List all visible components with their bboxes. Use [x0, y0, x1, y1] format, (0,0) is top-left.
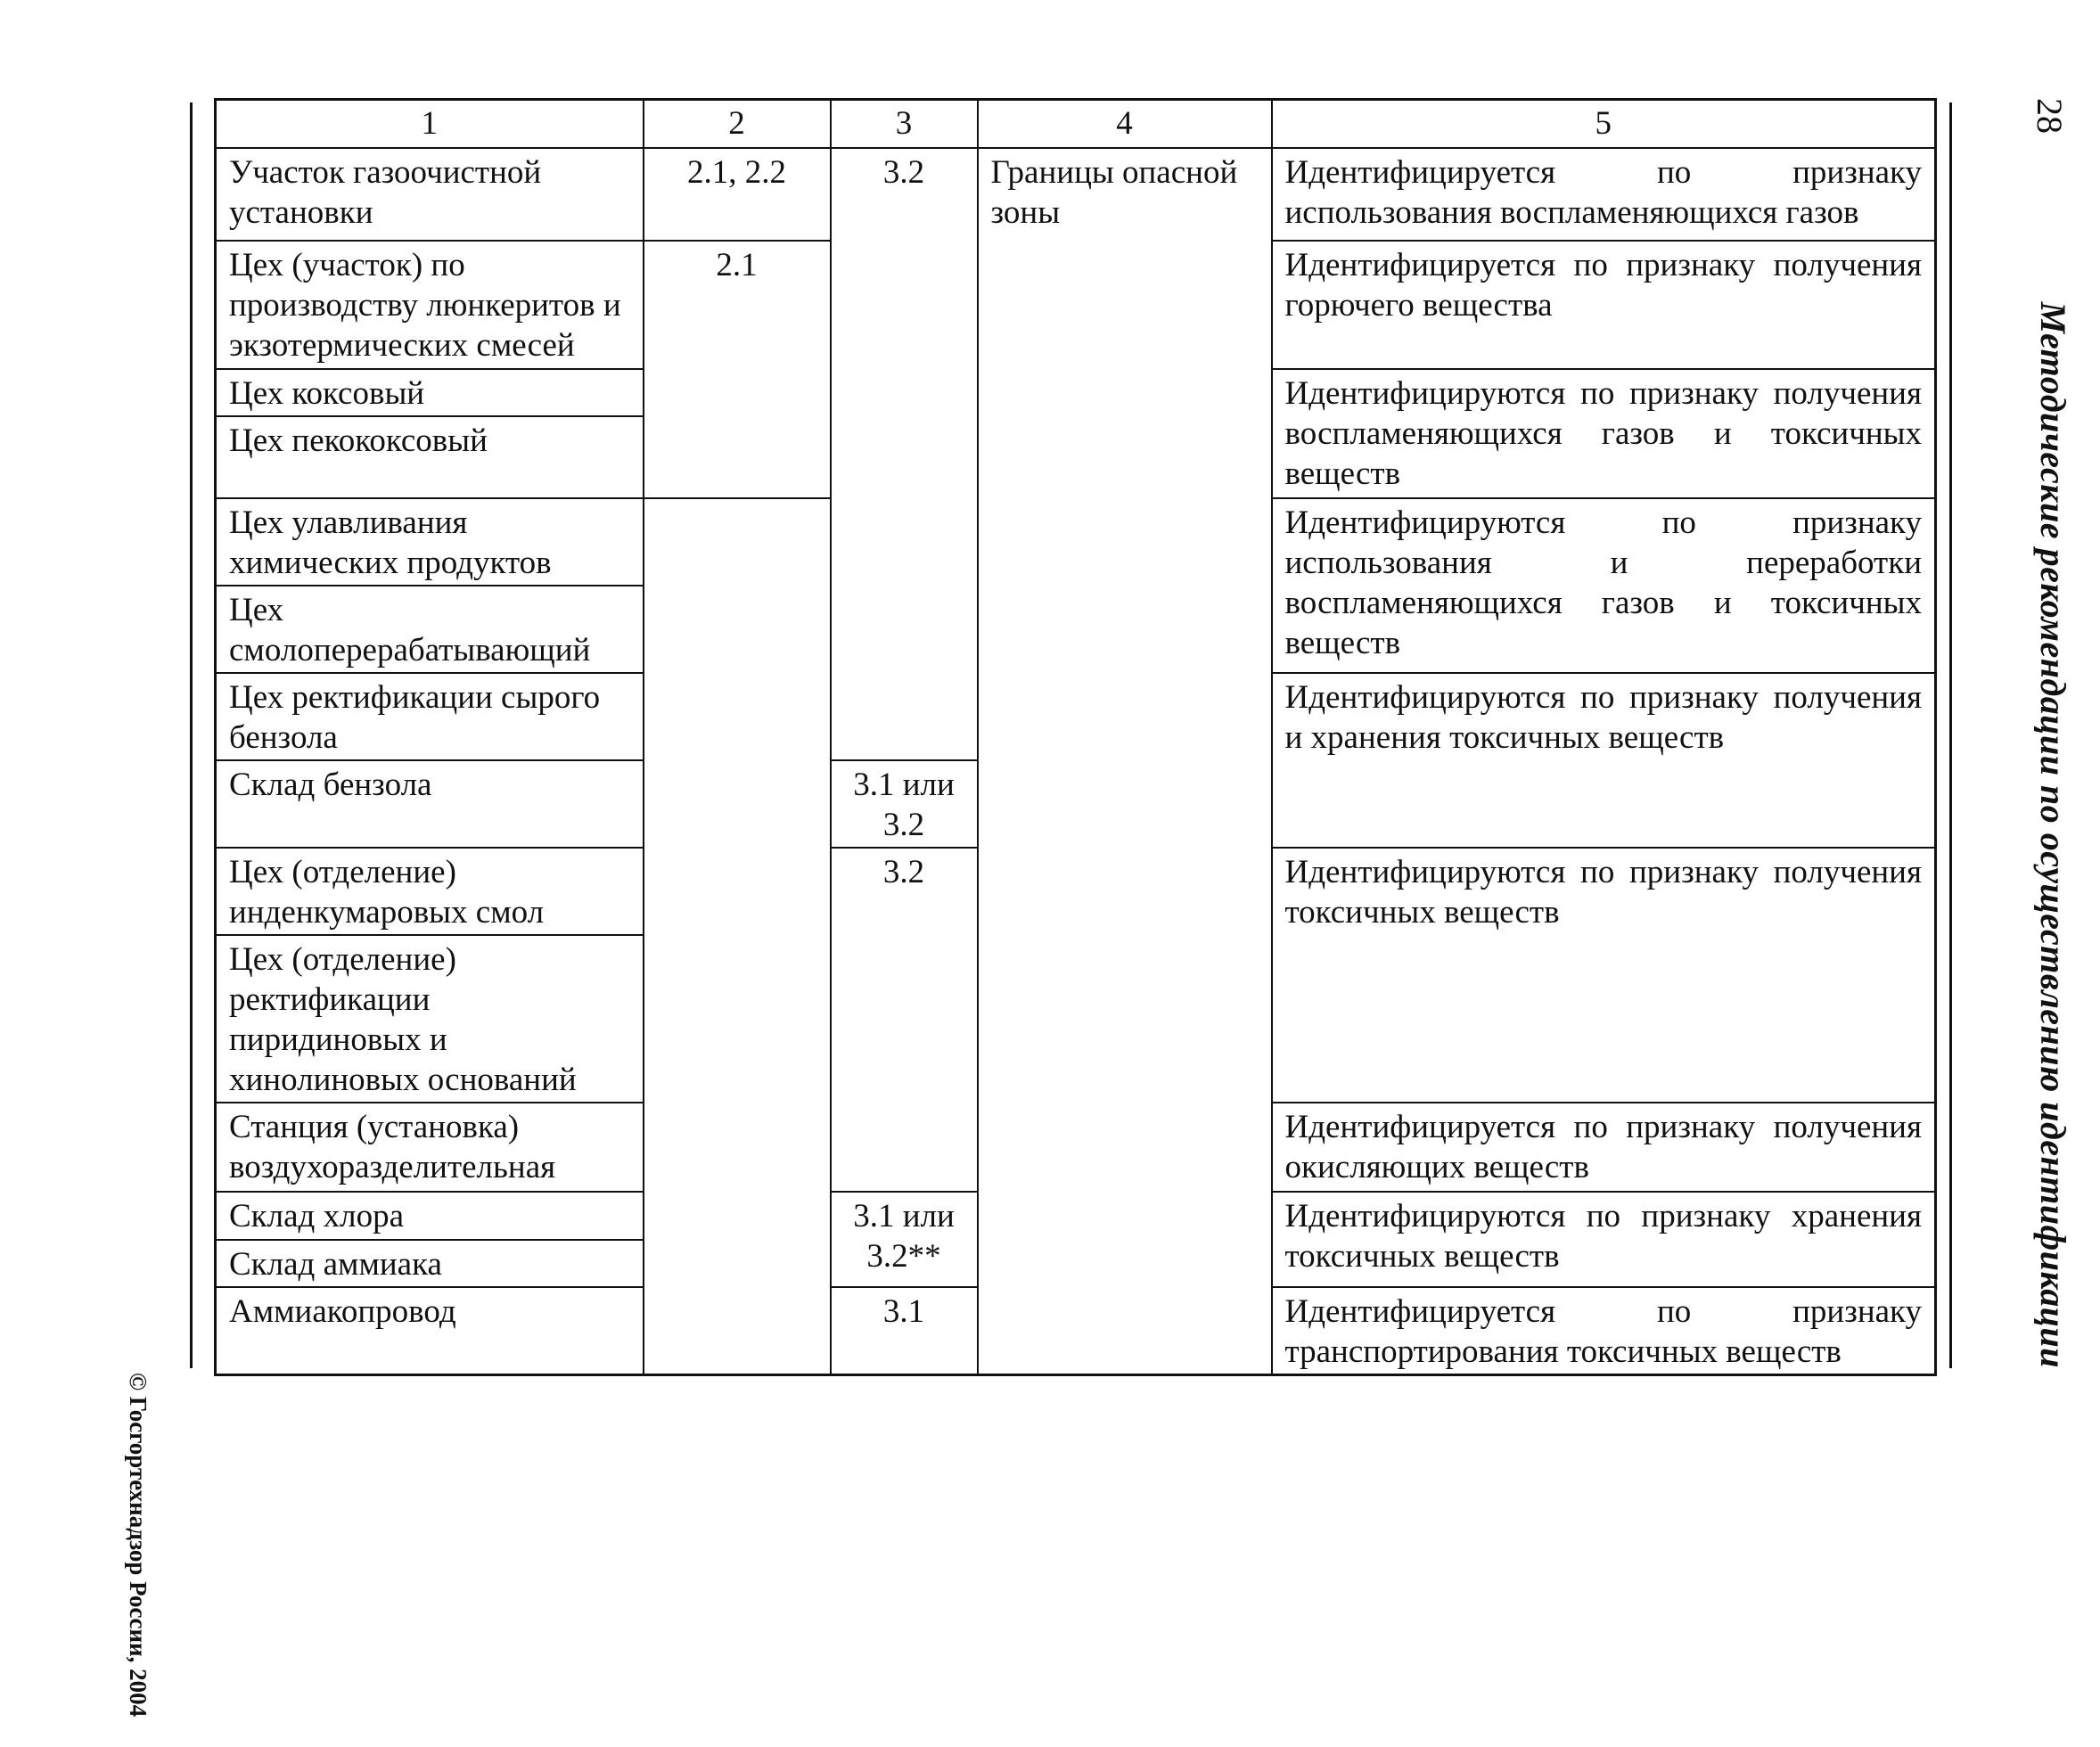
identification-basis: Идентифицируется по признаку получения горючего вещества: [1272, 241, 1936, 369]
object-name: Цех (отделение) ректификации пиридиновых и хинолиновых оснований: [216, 935, 644, 1103]
identification-basis: Идентифицируются по признаку получения токсичных веществ: [1272, 848, 1936, 1103]
right-margin-rule: [1949, 103, 1952, 1368]
object-name: Склад хлора: [216, 1192, 644, 1240]
header-col-5: 5: [1272, 100, 1936, 148]
identification-basis: Идентифицируется по признаку получения окисляющих веществ: [1272, 1103, 1936, 1192]
identification-basis: Идентифицируются по признаку хранения токсичных веществ: [1272, 1192, 1936, 1287]
copyright-notice: © Госгортехнадзор России, 2004: [125, 1373, 152, 1718]
identification-basis: Идентифицируются по признаку получения воспламеняющихся газов и токсичных веществ: [1272, 369, 1936, 498]
object-name: Цех (отделение) инденкумаровых смол: [216, 848, 644, 935]
table-row: [216, 148, 1936, 241]
hazard-code: 3.2: [831, 148, 978, 760]
identification-basis: Идентифицируются по признаку получения и хранения токсичных веществ: [1272, 673, 1936, 848]
class-code: 2.1: [644, 241, 831, 498]
object-name: Станция (установка) воздухоразделительная: [216, 1103, 644, 1192]
object-name: Цех ректификации сырого бензола: [216, 673, 644, 760]
identification-basis: Идентифицируются по признаку использования и переработки воспламеняющихся газов и токсичных веществ: [1272, 498, 1936, 673]
object-name: Цех пекококсовый: [216, 416, 644, 498]
hazard-code: 3.1 или 3.2: [831, 760, 978, 848]
object-name: Склад аммиака: [216, 1240, 644, 1287]
left-margin-rule: [190, 103, 193, 1368]
class-code-empty: [644, 498, 831, 1375]
object-name: Участок газоочистной установки: [216, 148, 644, 241]
object-name: Цех улавливания химических продуктов: [216, 498, 644, 586]
running-header: [2001, 98, 2090, 1368]
hazard-code: 3.1: [831, 1287, 978, 1375]
object-name: Цех (участок) по производству люнкеритов и экзотермических смесей: [216, 241, 644, 369]
hazard-code: 3.1 или 3.2**: [831, 1192, 978, 1287]
object-name: Склад бензола: [216, 760, 644, 848]
identification-basis: Идентифицируется по признаку использования воспламеняющихся газов: [1272, 148, 1936, 241]
header-col-4: 4: [978, 100, 1272, 148]
header-col-2: 2: [644, 100, 831, 148]
running-title: Методические рекомендации по осуществлению идентификации: [2033, 301, 2073, 1368]
hazard-code: 3.2: [831, 848, 978, 1192]
class-code: 2.1, 2.2: [644, 148, 831, 241]
header-col-1: 1: [216, 100, 644, 148]
object-name: Цех коксовый: [216, 369, 644, 416]
identification-table: [214, 98, 1937, 1376]
header-col-3: 3: [831, 100, 978, 148]
identification-basis: Идентифицируется по признаку транспортирования токсичных веществ: [1272, 1287, 1936, 1375]
page-number: 28: [2030, 98, 2070, 134]
object-name: Аммиакопровод: [216, 1287, 644, 1375]
table-header-row: [216, 100, 1936, 148]
object-name: Цех смолоперерабатывающий: [216, 586, 644, 673]
boundary-text: Границы опасной зоны: [978, 148, 1272, 1375]
